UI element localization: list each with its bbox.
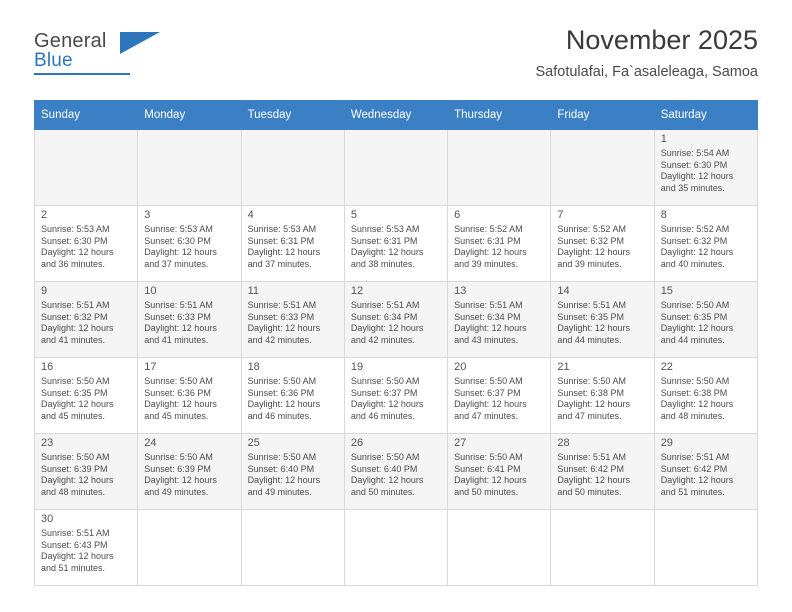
day-sunrise-text: Sunrise: 5:54 AM <box>660 148 730 158</box>
day-number: 24 <box>144 437 157 449</box>
day-sunrise-text: Sunrise: 5:50 AM <box>454 452 523 462</box>
day-sunrise-text: Sunrise: 5:50 AM <box>350 376 420 386</box>
day-sunset-text: Sunset: 6:42 PM <box>660 463 728 474</box>
calendar-day-cell[interactable] <box>241 434 344 510</box>
calendar-day-cell[interactable] <box>448 206 551 282</box>
day-number: 9 <box>41 285 48 297</box>
calendar-cell-empty <box>654 510 757 586</box>
day-sunset-text: Sunset: 6:43 PM <box>41 539 108 550</box>
calendar-week-row <box>35 282 758 358</box>
day-daylight-text: and 45 minutes. <box>144 410 209 421</box>
day-info <box>41 528 132 574</box>
calendar-week-row <box>35 510 758 586</box>
day-daylight-text: Daylight: 12 hours <box>144 323 217 334</box>
day-number: 21 <box>557 361 570 373</box>
calendar-day-cell[interactable] <box>35 358 138 434</box>
day-info <box>41 224 132 270</box>
page-title: November 2025 <box>565 25 758 55</box>
day-info <box>557 300 648 346</box>
day-number: 5 <box>350 209 357 221</box>
day-daylight-text: and 38 minutes. <box>350 258 415 269</box>
day-info <box>144 300 235 346</box>
day-daylight-text: Daylight: 12 hours <box>660 399 734 410</box>
day-daylight-text: and 36 minutes. <box>41 258 106 269</box>
day-daylight-text: Daylight: 12 hours <box>557 247 630 258</box>
day-sunset-text: Sunset: 6:35 PM <box>660 311 728 322</box>
calendar-day-cell[interactable] <box>35 434 138 510</box>
calendar-cell-empty <box>551 510 654 586</box>
day-info <box>454 452 545 498</box>
calendar-day-cell[interactable] <box>241 282 344 358</box>
day-number: 25 <box>247 437 260 449</box>
calendar-cell-empty <box>344 510 447 586</box>
calendar-day-cell[interactable] <box>654 206 757 282</box>
day-number: 19 <box>350 361 364 373</box>
day-daylight-text: Daylight: 12 hours <box>41 247 114 258</box>
calendar-cell-empty <box>448 130 551 206</box>
day-info <box>661 376 752 422</box>
day-number: 17 <box>144 361 157 373</box>
day-sunrise-text: Sunrise: 5:50 AM <box>247 452 317 462</box>
day-number: 22 <box>660 361 673 373</box>
day-sunset-text: Sunset: 6:30 PM <box>660 159 728 170</box>
calendar-day-cell[interactable] <box>551 434 654 510</box>
calendar-cell-empty <box>241 130 344 206</box>
day-daylight-text: Daylight: 12 hours <box>454 475 527 486</box>
day-daylight-text: and 49 minutes. <box>144 486 209 497</box>
calendar-cell-empty <box>138 510 241 586</box>
day-info <box>351 224 442 270</box>
day-daylight-text: Daylight: 12 hours <box>41 475 114 486</box>
calendar-cell-empty <box>35 130 138 206</box>
day-number: 18 <box>247 361 260 373</box>
day-info <box>351 300 442 346</box>
day-number: 3 <box>144 209 151 221</box>
day-info <box>41 452 132 498</box>
day-daylight-text: and 48 minutes. <box>660 410 725 421</box>
calendar-cell-empty <box>551 130 654 206</box>
page-header <box>34 24 758 86</box>
day-info <box>661 452 752 498</box>
day-sunset-text: Sunset: 6:41 PM <box>454 463 521 474</box>
day-daylight-text: and 43 minutes. <box>454 334 519 345</box>
day-number: 8 <box>660 209 667 221</box>
calendar-day-cell[interactable] <box>241 358 344 434</box>
day-sunset-text: Sunset: 6:39 PM <box>144 463 211 474</box>
day-daylight-text: and 46 minutes. <box>350 410 415 421</box>
weekday-header-row <box>35 101 758 130</box>
day-sunset-text: Sunset: 6:38 PM <box>660 387 728 398</box>
day-daylight-text: Daylight: 12 hours <box>454 399 527 410</box>
day-sunrise-text: Sunrise: 5:51 AM <box>247 300 317 310</box>
day-daylight-text: Daylight: 12 hours <box>41 551 114 562</box>
day-daylight-text: and 40 minutes. <box>660 258 725 269</box>
day-info <box>41 376 132 422</box>
day-number: 15 <box>660 285 673 297</box>
day-info <box>454 224 545 270</box>
day-daylight-text: and 50 minutes. <box>454 486 519 497</box>
calendar-day-cell[interactable] <box>551 206 654 282</box>
day-info <box>144 376 235 422</box>
day-sunrise-text: Sunrise: 5:51 AM <box>41 528 110 538</box>
day-number: 26 <box>350 437 364 449</box>
day-daylight-text: Daylight: 12 hours <box>557 399 630 410</box>
day-daylight-text: Daylight: 12 hours <box>350 323 424 334</box>
day-number: 12 <box>350 285 364 297</box>
day-sunset-text: Sunset: 6:30 PM <box>144 235 211 246</box>
calendar-day-cell[interactable] <box>344 358 447 434</box>
day-info <box>248 452 339 498</box>
calendar-week-row <box>35 130 758 206</box>
day-sunrise-text: Sunrise: 5:50 AM <box>144 452 213 462</box>
day-sunrise-text: Sunrise: 5:50 AM <box>41 376 110 386</box>
day-daylight-text: Daylight: 12 hours <box>660 323 734 334</box>
day-number: 10 <box>144 285 157 297</box>
calendar-cell-empty <box>241 510 344 586</box>
day-info <box>144 452 235 498</box>
calendar-day-cell[interactable] <box>448 434 551 510</box>
day-number: 28 <box>557 437 570 449</box>
day-sunrise-text: Sunrise: 5:52 AM <box>454 224 523 234</box>
weekday-header-thursday: Thursday <box>448 101 551 130</box>
calendar-day-cell[interactable] <box>551 282 654 358</box>
calendar-day-cell[interactable] <box>551 358 654 434</box>
day-daylight-text: and 35 minutes. <box>660 182 725 193</box>
calendar-week-row <box>35 434 758 510</box>
day-daylight-text: Daylight: 12 hours <box>350 475 424 486</box>
day-daylight-text: Daylight: 12 hours <box>557 323 630 334</box>
calendar-day-cell[interactable] <box>654 358 757 434</box>
calendar-day-cell[interactable] <box>344 434 447 510</box>
day-daylight-text: and 45 minutes. <box>41 410 106 421</box>
day-sunset-text: Sunset: 6:31 PM <box>247 235 315 246</box>
day-sunset-text: Sunset: 6:39 PM <box>41 463 108 474</box>
day-number: 29 <box>660 437 673 449</box>
calendar-day-cell[interactable] <box>654 434 757 510</box>
day-daylight-text: Daylight: 12 hours <box>557 475 630 486</box>
day-sunrise-text: Sunrise: 5:51 AM <box>454 300 523 310</box>
day-sunset-text: Sunset: 6:34 PM <box>454 311 521 322</box>
day-info <box>41 300 132 346</box>
day-daylight-text: Daylight: 12 hours <box>144 399 217 410</box>
weekday-header-monday: Monday <box>138 101 241 130</box>
brand-name-general: General <box>34 30 107 52</box>
day-number: 7 <box>557 209 564 221</box>
day-number: 20 <box>454 361 467 373</box>
day-number: 11 <box>247 285 259 297</box>
day-daylight-text: Daylight: 12 hours <box>660 247 734 258</box>
day-info <box>351 376 442 422</box>
day-info <box>248 376 339 422</box>
day-sunrise-text: Sunrise: 5:50 AM <box>41 452 110 462</box>
weekday-header-friday: Friday <box>551 101 654 130</box>
day-daylight-text: and 46 minutes. <box>247 410 312 421</box>
day-sunset-text: Sunset: 6:31 PM <box>454 235 521 246</box>
calendar-day-cell[interactable] <box>138 358 241 434</box>
title-block <box>536 24 758 80</box>
day-sunrise-text: Sunrise: 5:51 AM <box>41 300 110 310</box>
day-number: 14 <box>557 285 570 297</box>
brand-logo <box>34 24 164 75</box>
calendar-day-cell[interactable] <box>138 206 241 282</box>
day-sunset-text: Sunset: 6:31 PM <box>350 235 418 246</box>
day-number: 30 <box>41 513 54 525</box>
day-sunrise-text: Sunrise: 5:50 AM <box>660 300 730 310</box>
day-daylight-text: and 51 minutes. <box>41 562 106 573</box>
calendar-week-row <box>35 206 758 282</box>
day-daylight-text: Daylight: 12 hours <box>41 323 114 334</box>
calendar-cell-empty <box>344 130 447 206</box>
day-daylight-text: Daylight: 12 hours <box>350 399 424 410</box>
location-subtitle: Safotulafai, Fa`asaleleaga, Samoa <box>535 64 758 80</box>
calendar-day-cell[interactable] <box>241 206 344 282</box>
sunrise-sunset-calendar <box>34 100 758 586</box>
day-daylight-text: and 44 minutes. <box>660 334 725 345</box>
day-sunset-text: Sunset: 6:32 PM <box>557 235 624 246</box>
day-info <box>557 452 648 498</box>
day-daylight-text: and 37 minutes. <box>144 258 209 269</box>
day-number: 4 <box>247 209 254 221</box>
day-number: 27 <box>454 437 467 449</box>
day-info <box>248 224 339 270</box>
calendar-week-row <box>35 358 758 434</box>
day-sunrise-text: Sunrise: 5:53 AM <box>350 224 420 234</box>
day-daylight-text: Daylight: 12 hours <box>454 247 527 258</box>
day-sunset-text: Sunset: 6:36 PM <box>144 387 211 398</box>
day-sunrise-text: Sunrise: 5:53 AM <box>144 224 213 234</box>
day-daylight-text: and 41 minutes. <box>41 334 106 345</box>
day-sunrise-text: Sunrise: 5:52 AM <box>557 224 626 234</box>
day-sunrise-text: Sunrise: 5:51 AM <box>557 300 626 310</box>
day-sunrise-text: Sunrise: 5:52 AM <box>660 224 730 234</box>
day-sunset-text: Sunset: 6:35 PM <box>41 387 108 398</box>
day-sunset-text: Sunset: 6:40 PM <box>247 463 315 474</box>
weekday-header-sunday: Sunday <box>35 101 138 130</box>
calendar-day-cell[interactable] <box>138 282 241 358</box>
day-daylight-text: and 41 minutes. <box>144 334 209 345</box>
day-sunrise-text: Sunrise: 5:50 AM <box>247 376 317 386</box>
day-daylight-text: Daylight: 12 hours <box>144 475 217 486</box>
calendar-day-cell[interactable] <box>448 358 551 434</box>
day-sunset-text: Sunset: 6:32 PM <box>41 311 108 322</box>
day-sunset-text: Sunset: 6:32 PM <box>660 235 728 246</box>
day-daylight-text: and 51 minutes. <box>660 486 725 497</box>
day-sunrise-text: Sunrise: 5:50 AM <box>660 376 730 386</box>
day-number: 16 <box>41 361 54 373</box>
day-number: 1 <box>660 133 667 145</box>
day-number: 6 <box>454 209 461 221</box>
calendar-cell-empty <box>138 130 241 206</box>
weekday-header-wednesday: Wednesday <box>344 101 447 130</box>
day-number: 13 <box>454 285 467 297</box>
day-sunrise-text: Sunrise: 5:51 AM <box>660 452 730 462</box>
day-number: 23 <box>41 437 54 449</box>
day-number: 2 <box>41 209 48 221</box>
day-sunset-text: Sunset: 6:37 PM <box>454 387 521 398</box>
day-sunset-text: Sunset: 6:35 PM <box>557 311 624 322</box>
day-daylight-text: Daylight: 12 hours <box>454 323 527 334</box>
day-daylight-text: Daylight: 12 hours <box>660 475 734 486</box>
day-sunrise-text: Sunrise: 5:50 AM <box>557 376 626 386</box>
brand-underline <box>34 73 130 75</box>
day-info <box>144 224 235 270</box>
calendar-day-cell[interactable] <box>654 130 757 206</box>
day-daylight-text: Daylight: 12 hours <box>350 247 424 258</box>
day-daylight-text: Daylight: 12 hours <box>247 399 321 410</box>
day-sunrise-text: Sunrise: 5:50 AM <box>454 376 523 386</box>
day-sunrise-text: Sunrise: 5:51 AM <box>557 452 626 462</box>
day-sunrise-text: Sunrise: 5:50 AM <box>144 376 213 386</box>
day-daylight-text: and 49 minutes. <box>247 486 312 497</box>
day-daylight-text: Daylight: 12 hours <box>41 399 114 410</box>
day-daylight-text: Daylight: 12 hours <box>247 475 321 486</box>
day-daylight-text: Daylight: 12 hours <box>660 171 734 182</box>
day-daylight-text: Daylight: 12 hours <box>144 247 217 258</box>
day-sunrise-text: Sunrise: 5:51 AM <box>350 300 420 310</box>
calendar-day-cell[interactable] <box>344 206 447 282</box>
day-daylight-text: and 42 minutes. <box>247 334 312 345</box>
day-info <box>661 148 752 194</box>
calendar-day-cell[interactable] <box>35 282 138 358</box>
weekday-header-tuesday: Tuesday <box>241 101 344 130</box>
day-sunrise-text: Sunrise: 5:53 AM <box>247 224 317 234</box>
day-info <box>454 300 545 346</box>
day-daylight-text: and 39 minutes. <box>557 258 622 269</box>
day-daylight-text: and 39 minutes. <box>454 258 519 269</box>
weekday-header-saturday: Saturday <box>654 101 757 130</box>
day-info <box>351 452 442 498</box>
day-daylight-text: and 47 minutes. <box>557 410 622 421</box>
day-daylight-text: and 37 minutes. <box>247 258 312 269</box>
day-sunset-text: Sunset: 6:36 PM <box>247 387 315 398</box>
calendar-day-cell[interactable] <box>35 206 138 282</box>
day-sunset-text: Sunset: 6:30 PM <box>41 235 108 246</box>
day-sunset-text: Sunset: 6:34 PM <box>350 311 418 322</box>
day-sunrise-text: Sunrise: 5:53 AM <box>41 224 110 234</box>
day-info <box>661 300 752 346</box>
calendar-day-cell[interactable] <box>448 282 551 358</box>
day-sunset-text: Sunset: 6:33 PM <box>247 311 315 322</box>
flag-icon <box>120 32 160 54</box>
day-sunrise-text: Sunrise: 5:50 AM <box>350 452 420 462</box>
day-daylight-text: and 48 minutes. <box>41 486 106 497</box>
day-sunset-text: Sunset: 6:38 PM <box>557 387 624 398</box>
day-daylight-text: and 50 minutes. <box>350 486 415 497</box>
day-daylight-text: and 44 minutes. <box>557 334 622 345</box>
day-sunset-text: Sunset: 6:42 PM <box>557 463 624 474</box>
day-sunset-text: Sunset: 6:40 PM <box>350 463 418 474</box>
day-daylight-text: and 47 minutes. <box>454 410 519 421</box>
brand-name-blue: Blue <box>34 50 73 71</box>
day-sunset-text: Sunset: 6:33 PM <box>144 311 211 322</box>
day-info <box>661 224 752 270</box>
day-info <box>454 376 545 422</box>
calendar-cell-empty <box>448 510 551 586</box>
day-daylight-text: and 50 minutes. <box>557 486 622 497</box>
calendar-day-cell[interactable] <box>344 282 447 358</box>
day-daylight-text: and 42 minutes. <box>350 334 415 345</box>
day-daylight-text: Daylight: 12 hours <box>247 323 321 334</box>
day-sunrise-text: Sunrise: 5:51 AM <box>144 300 213 310</box>
calendar-day-cell[interactable] <box>654 282 757 358</box>
day-info <box>557 376 648 422</box>
calendar-day-cell[interactable] <box>138 434 241 510</box>
day-info <box>248 300 339 346</box>
day-daylight-text: Daylight: 12 hours <box>247 247 321 258</box>
calendar-day-cell[interactable] <box>35 510 138 586</box>
day-sunset-text: Sunset: 6:37 PM <box>350 387 418 398</box>
day-info <box>557 224 648 270</box>
